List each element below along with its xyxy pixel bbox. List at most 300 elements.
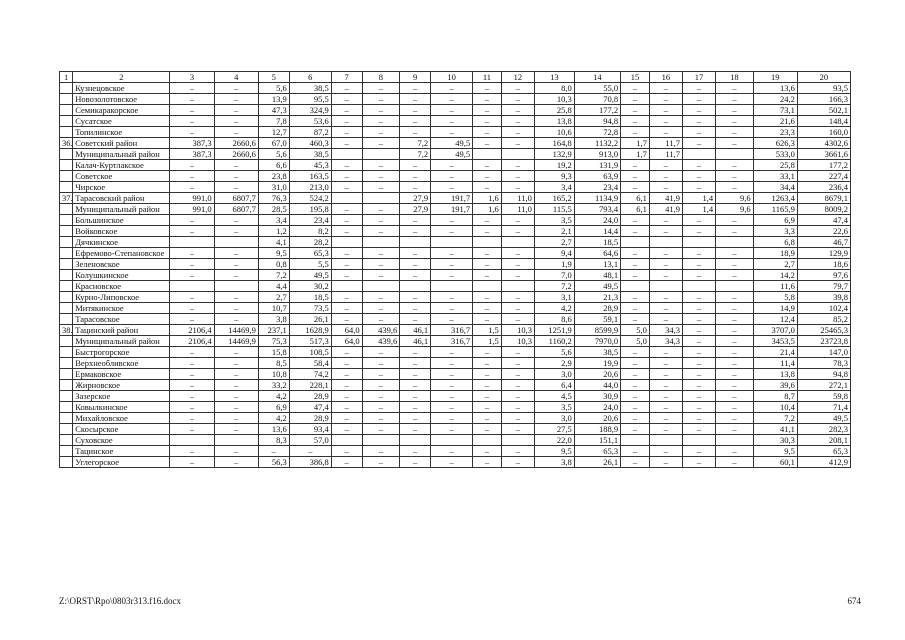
value-cell: – bbox=[621, 358, 650, 369]
value-cell: 9,4 bbox=[534, 248, 574, 259]
value-cell: 3,8 bbox=[534, 457, 574, 468]
header-cell: 12 bbox=[501, 72, 534, 83]
value-cell: 76,3 bbox=[258, 193, 289, 204]
value-cell: – bbox=[649, 116, 682, 127]
value-cell: – bbox=[214, 171, 258, 182]
value-cell: 10,8 bbox=[258, 369, 289, 380]
area-name-cell: Войковское bbox=[73, 226, 170, 237]
value-cell: – bbox=[649, 83, 682, 94]
value-cell: 93,5 bbox=[797, 83, 850, 94]
value-cell: – bbox=[682, 259, 715, 270]
row-number-cell bbox=[60, 292, 73, 303]
value-cell: – bbox=[170, 347, 214, 358]
value-cell: – bbox=[501, 215, 534, 226]
value-cell: – bbox=[716, 358, 754, 369]
value-cell: 4,2 bbox=[534, 303, 574, 314]
value-cell: – bbox=[431, 116, 473, 127]
value-cell: – bbox=[501, 369, 534, 380]
area-name-cell: Тацинский район bbox=[73, 325, 170, 336]
value-cell: 188,9 bbox=[574, 424, 620, 435]
header-cell: 19 bbox=[753, 72, 797, 83]
value-cell: 26,1 bbox=[289, 314, 331, 325]
value-cell: 85,2 bbox=[797, 314, 850, 325]
table-row bbox=[60, 215, 851, 226]
value-cell: – bbox=[400, 402, 431, 413]
value-cell bbox=[400, 435, 431, 446]
value-cell: – bbox=[400, 259, 431, 270]
value-cell: 48,1 bbox=[574, 270, 620, 281]
value-cell: 57,0 bbox=[289, 435, 331, 446]
table-row bbox=[60, 193, 851, 204]
value-cell: – bbox=[431, 413, 473, 424]
value-cell: – bbox=[621, 127, 650, 138]
value-cell: – bbox=[621, 457, 650, 468]
value-cell: 25,8 bbox=[534, 105, 574, 116]
value-cell: 23,3 bbox=[753, 127, 797, 138]
value-cell: 21,4 bbox=[753, 347, 797, 358]
value-cell: – bbox=[473, 457, 502, 468]
value-cell: – bbox=[682, 424, 715, 435]
header-cell: 15 bbox=[621, 72, 650, 83]
value-cell: 34,4 bbox=[753, 182, 797, 193]
value-cell: – bbox=[682, 270, 715, 281]
value-cell: 6,8 bbox=[753, 237, 797, 248]
value-cell: 177,2 bbox=[574, 105, 620, 116]
value-cell: 1,4 bbox=[682, 193, 715, 204]
table-row bbox=[60, 171, 851, 182]
value-cell: – bbox=[431, 292, 473, 303]
value-cell: 1132,2 bbox=[574, 138, 620, 149]
value-cell: – bbox=[362, 127, 400, 138]
value-cell: 10,3 bbox=[534, 94, 574, 105]
value-cell: – bbox=[473, 380, 502, 391]
value-cell: 12,7 bbox=[258, 127, 289, 138]
value-cell: – bbox=[501, 182, 534, 193]
area-name-cell: Суховское bbox=[73, 435, 170, 446]
value-cell: – bbox=[170, 402, 214, 413]
value-cell: – bbox=[621, 380, 650, 391]
header-cell: 20 bbox=[797, 72, 850, 83]
area-name-cell: Красновское bbox=[73, 281, 170, 292]
value-cell: 47,4 bbox=[797, 215, 850, 226]
value-cell: – bbox=[682, 248, 715, 259]
value-cell: 65,3 bbox=[797, 446, 850, 457]
value-cell: 13,8 bbox=[534, 116, 574, 127]
value-cell: – bbox=[501, 105, 534, 116]
table-row bbox=[60, 292, 851, 303]
value-cell: – bbox=[649, 105, 682, 116]
value-cell: – bbox=[501, 138, 534, 149]
value-cell: 460,3 bbox=[289, 138, 331, 149]
value-cell: – bbox=[289, 446, 331, 457]
value-cell: 9,6 bbox=[716, 193, 754, 204]
value-cell: 1263,4 bbox=[753, 193, 797, 204]
value-cell: 165,2 bbox=[534, 193, 574, 204]
table-row bbox=[60, 413, 851, 424]
value-cell: – bbox=[473, 105, 502, 116]
value-cell: – bbox=[331, 358, 362, 369]
value-cell: – bbox=[621, 314, 650, 325]
value-cell: 2,7 bbox=[258, 292, 289, 303]
value-cell: 63,9 bbox=[574, 171, 620, 182]
value-cell: 6,1 bbox=[621, 193, 650, 204]
value-cell: – bbox=[331, 347, 362, 358]
area-name-cell: Ермаковское bbox=[73, 369, 170, 380]
value-cell: 27,5 bbox=[534, 424, 574, 435]
value-cell: 28,2 bbox=[289, 237, 331, 248]
value-cell: 324,9 bbox=[289, 105, 331, 116]
table-row bbox=[60, 226, 851, 237]
value-cell: – bbox=[649, 259, 682, 270]
value-cell: – bbox=[400, 116, 431, 127]
value-cell: 1134,9 bbox=[574, 193, 620, 204]
value-cell: 49,5 bbox=[797, 413, 850, 424]
area-name-cell: Зазерское bbox=[73, 391, 170, 402]
table-header-row bbox=[60, 72, 851, 83]
value-cell bbox=[621, 435, 650, 446]
value-cell bbox=[716, 149, 754, 160]
value-cell: – bbox=[716, 270, 754, 281]
value-cell: 8,6 bbox=[534, 314, 574, 325]
value-cell: 25,8 bbox=[753, 160, 797, 171]
value-cell: – bbox=[214, 270, 258, 281]
value-cell: 74,2 bbox=[289, 369, 331, 380]
table-row bbox=[60, 281, 851, 292]
value-cell: – bbox=[649, 94, 682, 105]
value-cell: – bbox=[501, 292, 534, 303]
value-cell: 7,8 bbox=[258, 116, 289, 127]
value-cell: – bbox=[214, 380, 258, 391]
value-cell: 8009,2 bbox=[797, 204, 850, 215]
value-cell: 8,3 bbox=[258, 435, 289, 446]
value-cell: 41,1 bbox=[753, 424, 797, 435]
value-cell: – bbox=[331, 270, 362, 281]
value-cell: 177,2 bbox=[797, 160, 850, 171]
area-name-cell: Советский район bbox=[73, 138, 170, 149]
value-cell: 33,1 bbox=[753, 171, 797, 182]
value-cell: 22,0 bbox=[534, 435, 574, 446]
value-cell: – bbox=[473, 424, 502, 435]
value-cell: – bbox=[400, 83, 431, 94]
table-row bbox=[60, 83, 851, 94]
value-cell: 18,6 bbox=[797, 259, 850, 270]
value-cell: 0,8 bbox=[258, 259, 289, 270]
value-cell: 49,5 bbox=[289, 270, 331, 281]
value-cell: – bbox=[170, 358, 214, 369]
value-cell: – bbox=[716, 457, 754, 468]
value-cell: 1,6 bbox=[473, 204, 502, 215]
value-cell: – bbox=[621, 424, 650, 435]
value-cell: 73,5 bbox=[289, 303, 331, 314]
value-cell: – bbox=[501, 424, 534, 435]
value-cell: – bbox=[362, 160, 400, 171]
value-cell: – bbox=[473, 248, 502, 259]
value-cell: 517,3 bbox=[289, 336, 331, 347]
area-name-cell: Тарасовский район bbox=[73, 193, 170, 204]
value-cell: 3,3 bbox=[753, 226, 797, 237]
page-number: 674 bbox=[847, 596, 861, 606]
value-cell: – bbox=[214, 347, 258, 358]
value-cell: – bbox=[649, 358, 682, 369]
value-cell bbox=[682, 149, 715, 160]
value-cell: – bbox=[501, 259, 534, 270]
header-cell: 3 bbox=[170, 72, 214, 83]
value-cell bbox=[362, 193, 400, 204]
row-number-cell bbox=[60, 94, 73, 105]
header-cell: 4 bbox=[214, 72, 258, 83]
value-cell: 6,1 bbox=[621, 204, 650, 215]
value-cell: – bbox=[362, 303, 400, 314]
row-number-cell bbox=[60, 171, 73, 182]
value-cell: – bbox=[258, 446, 289, 457]
value-cell: – bbox=[362, 369, 400, 380]
value-cell: 23,8 bbox=[258, 171, 289, 182]
value-cell: 236,4 bbox=[797, 182, 850, 193]
value-cell: 79,7 bbox=[797, 281, 850, 292]
area-name-cell: Муниципальный район bbox=[73, 149, 170, 160]
table-row bbox=[60, 369, 851, 380]
value-cell: – bbox=[362, 292, 400, 303]
value-cell: – bbox=[621, 248, 650, 259]
value-cell bbox=[716, 281, 754, 292]
value-cell: – bbox=[214, 160, 258, 171]
row-number-cell bbox=[60, 259, 73, 270]
value-cell: – bbox=[331, 446, 362, 457]
value-cell: – bbox=[362, 138, 400, 149]
value-cell: 28,9 bbox=[289, 391, 331, 402]
value-cell: – bbox=[431, 171, 473, 182]
value-cell: – bbox=[362, 413, 400, 424]
value-cell: – bbox=[431, 303, 473, 314]
value-cell: – bbox=[170, 457, 214, 468]
value-cell: – bbox=[501, 303, 534, 314]
value-cell: – bbox=[716, 182, 754, 193]
value-cell: 2106,4 bbox=[170, 336, 214, 347]
value-cell: – bbox=[649, 380, 682, 391]
row-number-cell bbox=[60, 347, 73, 358]
header-cell: 8 bbox=[362, 72, 400, 83]
value-cell: – bbox=[682, 380, 715, 391]
value-cell: – bbox=[362, 171, 400, 182]
value-cell: – bbox=[331, 94, 362, 105]
value-cell: 44,0 bbox=[574, 380, 620, 391]
area-name-cell: Курно-Липовское bbox=[73, 292, 170, 303]
value-cell: – bbox=[649, 424, 682, 435]
value-cell: 6807,7 bbox=[214, 193, 258, 204]
value-cell: – bbox=[501, 83, 534, 94]
area-name-cell: Кузнецовское bbox=[73, 83, 170, 94]
value-cell: 64,6 bbox=[574, 248, 620, 259]
value-cell: 3,0 bbox=[534, 413, 574, 424]
value-cell: – bbox=[431, 182, 473, 193]
value-cell: – bbox=[170, 391, 214, 402]
table-row bbox=[60, 314, 851, 325]
row-number-cell bbox=[60, 204, 73, 215]
value-cell: – bbox=[682, 413, 715, 424]
table-row bbox=[60, 446, 851, 457]
value-cell: – bbox=[400, 248, 431, 259]
value-cell: 21,6 bbox=[753, 116, 797, 127]
value-cell: – bbox=[170, 248, 214, 259]
value-cell: – bbox=[621, 446, 650, 457]
value-cell: 195,8 bbox=[289, 204, 331, 215]
value-cell: – bbox=[682, 358, 715, 369]
value-cell bbox=[214, 435, 258, 446]
area-name-cell: Калач-Куртлакское bbox=[73, 160, 170, 171]
value-cell: – bbox=[400, 182, 431, 193]
value-cell: – bbox=[362, 380, 400, 391]
row-number-cell: 37. bbox=[60, 193, 73, 204]
value-cell: 5,8 bbox=[753, 292, 797, 303]
value-cell: 1628,9 bbox=[289, 325, 331, 336]
value-cell: – bbox=[649, 347, 682, 358]
value-cell: 11,6 bbox=[753, 281, 797, 292]
value-cell: – bbox=[331, 380, 362, 391]
value-cell: – bbox=[362, 105, 400, 116]
area-name-cell: Советское bbox=[73, 171, 170, 182]
value-cell: 2,7 bbox=[534, 237, 574, 248]
value-cell: – bbox=[331, 303, 362, 314]
value-cell: – bbox=[649, 369, 682, 380]
value-cell: 1,7 bbox=[621, 138, 650, 149]
value-cell bbox=[716, 435, 754, 446]
value-cell: 13,6 bbox=[753, 83, 797, 94]
value-cell: – bbox=[716, 226, 754, 237]
table-row bbox=[60, 347, 851, 358]
value-cell: 30,2 bbox=[289, 281, 331, 292]
value-cell: – bbox=[362, 457, 400, 468]
value-cell: – bbox=[473, 391, 502, 402]
value-cell: – bbox=[331, 215, 362, 226]
value-cell bbox=[400, 237, 431, 248]
value-cell: 2660,6 bbox=[214, 149, 258, 160]
value-cell: – bbox=[431, 127, 473, 138]
value-cell: 191,7 bbox=[431, 193, 473, 204]
value-cell: 316,7 bbox=[431, 325, 473, 336]
value-cell: 28,5 bbox=[258, 204, 289, 215]
value-cell bbox=[501, 435, 534, 446]
value-cell: 13,8 bbox=[753, 369, 797, 380]
table-row bbox=[60, 270, 851, 281]
value-cell: 22,6 bbox=[797, 226, 850, 237]
value-cell: – bbox=[649, 160, 682, 171]
value-cell: 4,2 bbox=[258, 413, 289, 424]
value-cell: 3707,0 bbox=[753, 325, 797, 336]
value-cell: – bbox=[649, 391, 682, 402]
value-cell: – bbox=[331, 457, 362, 468]
table-row bbox=[60, 138, 851, 149]
value-cell: 412,9 bbox=[797, 457, 850, 468]
value-cell: 7,0 bbox=[534, 270, 574, 281]
value-cell: – bbox=[331, 138, 362, 149]
value-cell: – bbox=[716, 116, 754, 127]
value-cell: – bbox=[682, 325, 715, 336]
value-cell: – bbox=[649, 303, 682, 314]
value-cell: – bbox=[400, 270, 431, 281]
value-cell: – bbox=[170, 160, 214, 171]
value-cell: 46,7 bbox=[797, 237, 850, 248]
value-cell: – bbox=[716, 380, 754, 391]
value-cell: – bbox=[621, 391, 650, 402]
value-cell: – bbox=[170, 380, 214, 391]
value-cell: – bbox=[362, 347, 400, 358]
header-cell: 18 bbox=[716, 72, 754, 83]
value-cell: – bbox=[214, 105, 258, 116]
value-cell: 58,4 bbox=[289, 358, 331, 369]
value-cell: 1,6 bbox=[473, 193, 502, 204]
value-cell: – bbox=[362, 248, 400, 259]
value-cell: – bbox=[716, 325, 754, 336]
value-cell: 14469,9 bbox=[214, 336, 258, 347]
value-cell bbox=[501, 237, 534, 248]
value-cell: 65,3 bbox=[574, 446, 620, 457]
value-cell: 387,3 bbox=[170, 138, 214, 149]
value-cell: – bbox=[331, 292, 362, 303]
value-cell: 7,2 bbox=[400, 149, 431, 160]
value-cell: – bbox=[170, 171, 214, 182]
table-row bbox=[60, 116, 851, 127]
value-cell: – bbox=[362, 83, 400, 94]
table-row bbox=[60, 303, 851, 314]
value-cell bbox=[331, 237, 362, 248]
table-row bbox=[60, 105, 851, 116]
value-cell: – bbox=[170, 215, 214, 226]
value-cell: – bbox=[400, 160, 431, 171]
value-cell: – bbox=[716, 171, 754, 182]
value-cell: 41,9 bbox=[649, 204, 682, 215]
value-cell: – bbox=[621, 160, 650, 171]
value-cell: 14,2 bbox=[753, 270, 797, 281]
value-cell: 272,1 bbox=[797, 380, 850, 391]
value-cell: 10,7 bbox=[258, 303, 289, 314]
row-number-cell bbox=[60, 314, 73, 325]
value-cell: – bbox=[716, 138, 754, 149]
value-cell: – bbox=[431, 402, 473, 413]
value-cell: 793,4 bbox=[574, 204, 620, 215]
value-cell: 129,9 bbox=[797, 248, 850, 259]
value-cell: – bbox=[331, 204, 362, 215]
value-cell: 4,5 bbox=[534, 391, 574, 402]
value-cell: – bbox=[682, 314, 715, 325]
value-cell: 502,1 bbox=[797, 105, 850, 116]
value-cell bbox=[331, 193, 362, 204]
value-cell: – bbox=[331, 160, 362, 171]
value-cell: 3,8 bbox=[258, 314, 289, 325]
value-cell: – bbox=[400, 347, 431, 358]
value-cell: 13,6 bbox=[258, 424, 289, 435]
value-cell: 5,6 bbox=[258, 83, 289, 94]
value-cell: 3,1 bbox=[534, 292, 574, 303]
value-cell: – bbox=[649, 226, 682, 237]
header-cell: 11 bbox=[473, 72, 502, 83]
value-cell: 386,8 bbox=[289, 457, 331, 468]
value-cell: 6,6 bbox=[258, 160, 289, 171]
value-cell: – bbox=[362, 446, 400, 457]
value-cell: – bbox=[331, 105, 362, 116]
value-cell: – bbox=[649, 182, 682, 193]
table-row bbox=[60, 237, 851, 248]
value-cell: – bbox=[649, 413, 682, 424]
value-cell: 67,0 bbox=[258, 138, 289, 149]
value-cell: 65,3 bbox=[289, 248, 331, 259]
row-number-cell bbox=[60, 358, 73, 369]
value-cell: 47,3 bbox=[258, 105, 289, 116]
table-row bbox=[60, 336, 851, 347]
value-cell: 115,5 bbox=[534, 204, 574, 215]
value-cell: 1,2 bbox=[258, 226, 289, 237]
value-cell: – bbox=[400, 391, 431, 402]
value-cell: – bbox=[682, 369, 715, 380]
